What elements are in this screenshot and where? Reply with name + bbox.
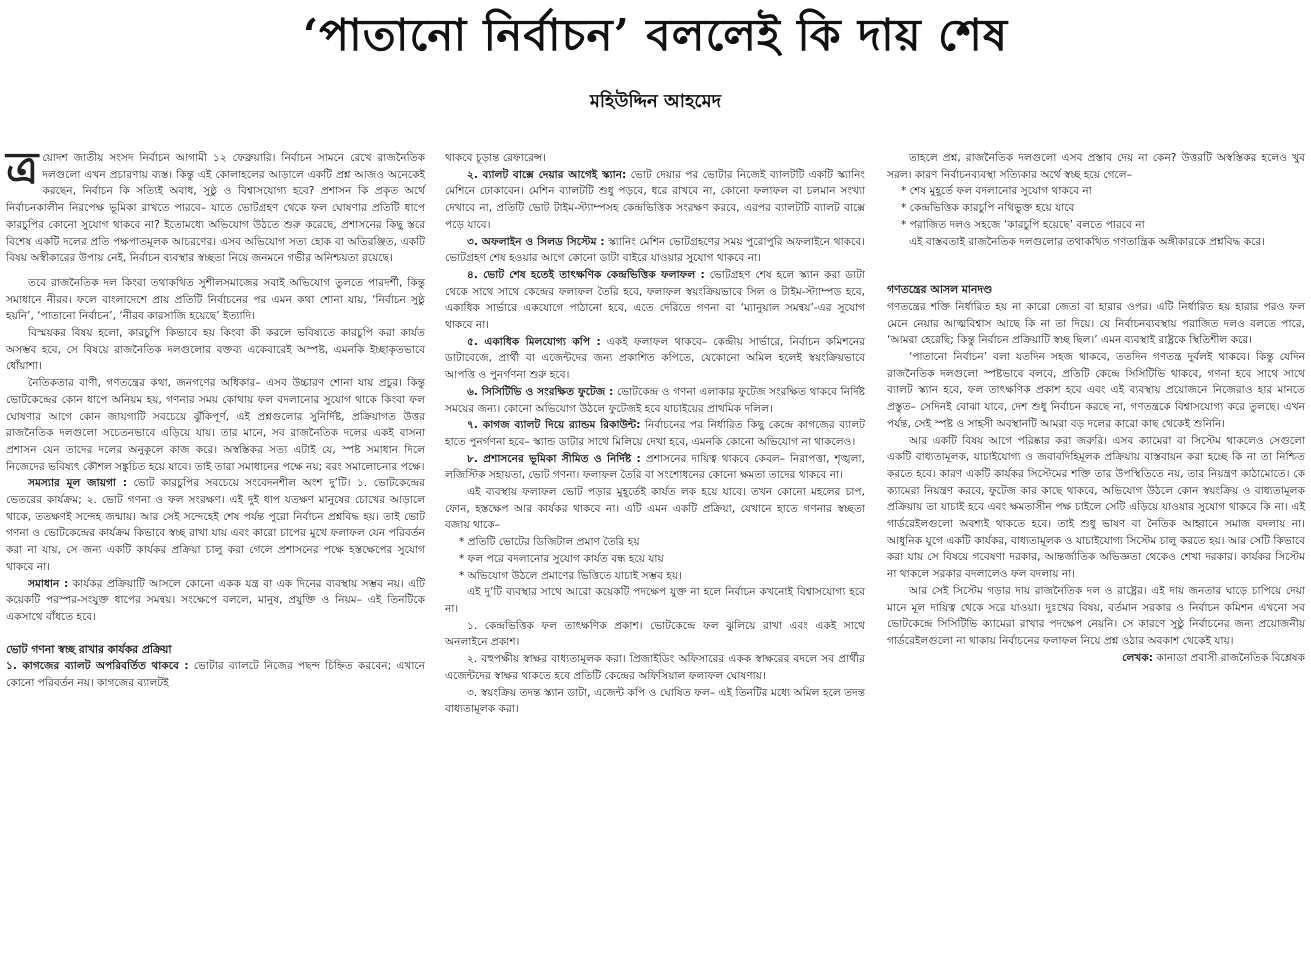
list-item: * অভিযোগ উঠলে প্রমাণের ভিত্তিতে যাচাই সম্ভব হয়। <box>459 568 865 585</box>
author-text: কানাডা প্রবাসী রাজনৈতিক বিশ্লেষক <box>1152 651 1305 664</box>
paragraph: এই দু’টি ব্যবস্থার সাথে আরো কয়েকটি পদক্ষেপ যুক্ত না হলে নির্বাচন কখনোই বিশ্বাসযোগ্য হবে না। <box>445 586 865 615</box>
paragraph: আর সেই সিস্টেম গড়ার দায় রাজনৈতিক দল ও রাষ্ট্রের। এই দায় জনতার ঘাড়ে চাপিয়ে দেয়া মানে মূল দায়িত্ব থেকে সরে যাওয়া। দুঃখের বিষয়, বর্তমান সরকার ও নির্বাচন কমিশন এখনো সব ভোটকেন্দ্রে সিসিটিভি ক্যামেরা রাখার পদক্ষেপ নেয়নি। সে কারণে সুষ্ঠু নির্বাচনের জন্য প্রয়োজনীয় গার্ডরেইলগুলো না থাকায় নির্বাচনের ফলাফল নিয়ে প্রশ্ন ওঠার অবকাশ থেকেই যায়। <box>887 584 1305 647</box>
paragraph-lead: ৩. অফলাইন ও সিলড সিস্টেম : <box>467 235 605 248</box>
paragraph: ত্র য়োদশ জাতীয় সংসদ নির্বাচন আগামী ১২ ফেব্রুয়ারি। নির্বাচন সামনে রেখে রাজনৈতিক দলগুলো এখন প্রচারণায় ব্যস্ত। কিন্তু এই কোলাহলের আড়ালে একটি প্রশ্ন আজও অনেকেই করছেন, নির্বাচন কি সত্যিই অবাধ, সুষ্ঠু ও বিশ্বাসযোগ্য হবে? প্রশাসন কি প্রকৃত অর্থে নির্বাচনকালীন নিরপেক্ষ ভূমিকা রাখতে পারবে– যাতে ভোটগ্রহণ থেকে ফল ঘোষণার প্রতিটি ধাপে কারচুপির কোনো সুযোগ থাকবে না? ইতোমধ্যে অভিযোগ উঠতে শুরু করেছে, প্রশাসনের কিছু স্তরে বিশেষ একটি দলের প্রতি পক্ষপাতমূলক আচরণের। এসব অভিযোগ সত্য হোক বা অতিরঞ্জিত, একটি বিষয় অস্বীকারের উপায় নেই, নির্বাচন ব্যবস্থার স্বচ্ছতা নিয়ে জনমনে গভীর অনিশ্চয়তা রয়েছে। <box>6 143 425 265</box>
paragraph-lead: ৬. সিসিটিভি ও সংরক্ষিত ফুটেজ : <box>467 385 614 398</box>
section-subhead: গণতন্ত্রের আসল মানদণ্ড <box>887 283 993 297</box>
paragraph: ২. ব্যালট বাক্সে দেয়ার আগেই স্ক্যান: ভোট দেয়ার পর ভোটার নিজেই ব্যালটটি একটি স্ক্যানিং মেশিনে ঢোকাবেন। মেশিন ব্যালটটি শুধু পড়বে, ধরে রাখবে না, কোনো ফলাফল বা চলমান সংখ্যা দেখাবে না, প্রতিটি ভোট টাইম-স্ট্যাম্পসহ কেন্দ্রভিত্তিক সংরক্ষণ করবে, এরপর ব্যালটটি ব্যালট বাক্সে পড়ে যাবে। <box>445 168 865 231</box>
article-headline: ‘পাতানো নির্বাচন’ বললেই কি দায় শেষ <box>302 10 1009 61</box>
paragraph: ৮. প্রশাসনের ভূমিকা সীমিত ও নির্দিষ্ট : প্রশাসনের দায়িত্ব থাকবে কেবল– নিরাপত্তা, শৃঙ্খলা, লজিস্টিক সহায়তা, ভোট গণনা। ফলাফল তৈরি বা সংশোধনের কোনো ক্ষমতা তাদের থাকবে না। <box>445 452 865 482</box>
column-1 <box>6 143 426 692</box>
article-byline: মহিউদ্দিন আহমেদ <box>589 91 722 112</box>
drop-cap: ত্র <box>6 143 39 194</box>
column-3 <box>887 150 1305 666</box>
paragraph: ১. কেন্দ্রভিত্তিক ফল তাৎক্ষণিক প্রকাশ। ভোটকেন্দ্রে ফল ঝুলিয়ে রাখা এবং একই সাথে অনলাইনে প্রকাশ। <box>445 619 865 649</box>
paragraph-lead: ৪. ভোট শেষ হতেই তাৎক্ষণিক কেন্দ্রভিত্তিক ফলাফল : <box>467 268 705 281</box>
paragraph: গণতন্ত্রের শক্তি নির্ধারিত হয় না কারো জেতা বা হারার ওপর। এটি নির্ধারিত হয় হারার পরও ফল মেনে নেয়ার আত্মবিশ্বাস আছে কি না তা দিয়ে। যে নির্বাচনব্যবস্থায় পরাজিত দলও বলতে পারে, ‘আমরা হেরেছি; কিন্তু নির্বাচন প্রক্রিয়াটি স্বচ্ছ ছিল।’ এমন ব্যবস্থাই রাষ্ট্রকে স্থিতিশীল করে। <box>887 300 1305 347</box>
paragraph: ৩. অফলাইন ও সিলড সিস্টেম : স্ক্যানিং মেশিন ভোটগ্রহণের সময় পুরোপুরি অফলাইনে থাকবে। ভোটগ্রহণ শেষ হওয়ার আগে কোনো ডাটা বাইরে যাওয়ার সুযোগ থাকবে না। <box>445 235 865 265</box>
paragraph: সমাধান : কার্যকর প্রক্রিয়াটি আসলে কোনো একক যন্ত্র বা এক দিনের ব্যবস্থায় সম্ভব নয়। এটি কয়েকটি পরস্পর-সংযুক্ত ধাপের সমন্বয়। সংক্ষেপে বললে, মানুষ, প্রযুক্তি ও নিয়ম– এই তিনটিকে একসাথে বাঁধতে হবে। <box>6 577 425 623</box>
paragraph: ৬. সিসিটিভি ও সংরক্ষিত ফুটেজ : ভোটকেন্দ্র ও গণনা এলাকার ফুটেজ সংরক্ষিত থাকবে নির্দিষ্ট সময়ের জন্য। কোনো অভিযোগ উঠলে ফুটেজই হবে যাচাইয়ের প্রাথমিক দলিল। <box>445 385 865 415</box>
paragraph: ৫. একাধিক মিলযোগ্য কপি : একই ফলাফল থাকবে– কেন্দ্রীয় সার্ভারে, নির্বাচন কমিশনের ডাটাবেজে, প্রার্থী বা এজেন্টদের জন্য প্রকাশিত কপিতে, যেকোনো অমিল হলেই স্বয়ংক্রিয়ভাবে আপত্তি ও পুনর্গণনা শুরু হবে। <box>445 335 865 382</box>
paragraph: এই বাস্তবতাই রাজনৈতিক দলগুলোর তথাকথিত গণতান্ত্রিক অঙ্গীকারকে প্রশ্নবিদ্ধ করে। <box>909 235 1266 248</box>
column-2 <box>445 150 865 718</box>
paragraph: ৩. স্বয়ংক্রিয় তদন্ত স্ক্যান ডাটা, এজেন্ট কপি ও ঘোষিত ফল– এই তিনটির মধ্যে অমিল হলে তদন্ত বাধ্যতামূলক করা। <box>445 686 865 716</box>
paragraph-lead: সমাধান : <box>28 577 69 590</box>
list-item: * শেষ মুহূর্তে ফল বদলানোর সুযোগ থাকবে না <box>901 183 1305 200</box>
bullet-list <box>887 183 1305 233</box>
paragraph-lead: ৭. কাগজ ব্যালট দিয়ে র‍্যান্ডম রিকাউন্ট: <box>467 419 641 432</box>
list-item: * প্রতিটি ভোটের ডিজিটাল প্রমাণ তৈরি হয় <box>459 534 865 551</box>
paragraph-lead: ২. ব্যালট বাক্সে দেয়ার আগেই স্ক্যান: <box>467 168 627 181</box>
bullet-list <box>445 534 865 584</box>
paragraph: তাহলে প্রশ্ন, রাজনৈতিক দলগুলো এসব প্রস্তাব দেয় না কেন? উত্তরটি অস্বস্তিকর হলেও খুব সরল। কারণ নির্বাচনব্যবস্থা সত্যিকার অর্থে স্বচ্ছ হয়ে গেলে– <box>887 152 1305 181</box>
list-item: * পরাজিত দলও সহজে ‘কারচুপি হয়েছে’ বলতে পারবে না <box>901 217 1305 234</box>
paragraph-lead: ৫. একাধিক মিলযোগ্য কপি : <box>467 335 601 348</box>
author-note <box>887 650 1305 667</box>
paragraph: থাকবে চূড়ান্ত রেফারেন্স। <box>445 152 547 164</box>
list-item: * ফল পরে বদলানোর সুযোগ কার্যত বন্ধ হয়ে যায় <box>459 551 865 568</box>
author-label: লেখক: <box>1122 651 1153 664</box>
paragraph: সমস্যার মূল জায়গা : ভোট কারচুপির সবচেয়ে সংবেদনশীল অংশ দু’টি। ১. ভোটকেন্দ্রের ভেতরের কার্যক্রম; ২. ভোট গণনা ও ফল সংরক্ষণ। এই দুই ধাপ যতক্ষণ মানুষের চোখের আড়ালে থাকে, ততক্ষণই সন্দেহ জন্মায়। আর সেই সন্দেহেই শেষ পর্যন্ত পুরো নির্বাচন প্রশ্নবিদ্ধ হয়। তাই ভোট গণনা ও ভোটকেন্দ্রের কার্যক্রম কিভাবে স্বচ্ছ রাখা যায় এবং কারো চাপের মুখে ফলাফল যেন পরিবর্তন করা না যায়, সে জন্য একটি কার্যকর প্রক্রিয়া চালু করা গেলে প্রশাসনের পক্ষে হস্তক্ষেপের সুযোগ থাকবে না। <box>6 477 426 573</box>
paragraph: এই ব্যবস্থায় ফলাফল ভোট পড়ার মুহূর্তেই কার্যত লক হয়ে যাবে। তখন কোনো মহলের চাপ, ফোন, হস্তক্ষেপ আর কার্যকর থাকবে না। এটি এমন একটি প্রক্রিয়া, যেখানে হাতে গণনার স্বচ্ছতা বজায় থাকে– <box>445 486 865 532</box>
list-item: * কেন্দ্রভিত্তিক কারচুপি নথিভুক্ত হয়ে যাবে <box>901 200 1305 217</box>
paragraph: ৪. ভোট শেষ হতেই তাৎক্ষণিক কেন্দ্রভিত্তিক ফলাফল : ভোটগ্রহণ শেষ হলে স্ক্যান করা ডাটা থেকে সাথে সাথে কেন্দ্রের ফলাফল তৈরি হবে, ফলাফল স্বয়ংক্রিয়ভাবে সিল ও টাইম-স্ট্যাম্পড হবে, একাধিক সার্ভারে একযোগে পাঠানো হবে, এতে দেরিতে গণনা বা ‘ম্যানুয়াল সমন্বয়’-এর সুযোগ থাকবে না। <box>445 268 865 332</box>
paragraph: ৭. কাগজ ব্যালট দিয়ে র‍্যান্ডম রিকাউন্ট: নির্বাচনের পর নির্ধারিত কিছু কেন্দ্রে কাগজের ব্যালট হাতে পুনর্গণনা হবে– স্ক্যান্ড ডাটার সাথে মিলিয়ে দেখা হবে, এমনকি কোনো অভিযোগ না থাকলেও। <box>445 419 865 448</box>
paragraph: নৈতিকতার বাণী, গণতন্ত্রের কথা, জনগণের অধিকার– এসব উচ্চারণ শোনা যায় প্রচুর। কিন্তু ভোটকেন্দ্রের কোন ধাপে অনিয়ম হয়, গণনার সময় কোথায় ফল বদলানোর সুযোগ থাকে কিংবা ফল ঘোষণার আগে কোন জায়গাটি সবচেয়ে ঝুঁকিপূর্ণ, এই প্রশ্নগুলোর সুনির্দিষ্ট, প্রক্রিয়াগত উত্তর রাজনৈতিক দলগুলো সচেতনভাবে এড়িয়ে যায়। তার মানে, সব রাজনৈতিক দলের একই বাসনা প্রশাসন যেন তাদের দলের অনুকূলে কাজ করে। অস্বস্তিকর সত্য এটাই যে, স্পষ্ট সমাধান দিলে নিজেদের ভবিষ্যৎ কৌশল সঙ্কুচিত হয়ে যাবে। তাই তারা সমাধানের পক্ষে নয়; বরং সমালোচনার পক্ষে। <box>6 377 425 473</box>
paragraph-lead: সমস্যার মূল জায়গা : <box>28 477 127 490</box>
paragraph: বিস্ময়কর বিষয় হলো, কারচুপি কিভাবে হয় কিংবা কী করলে ভবিষ্যতে কারচুপি করা কার্যত অসম্ভব হবে, সে বিষয়ে রাজনৈতিক দলগুলোর বক্তব্য একেবারেই অস্পষ্ট, এমনকি ইচ্ছাকৃতভাবে ধোঁয়াশা। <box>6 327 425 373</box>
paragraph-lead: ১. কাগজের ব্যালট অপরিবর্তিত থাকবে : <box>6 660 189 673</box>
paragraph: ‘পাতানো নির্বাচন’ বলা যতদিন সহজ থাকবে, ততদিন গণতন্ত্র দুর্বলই থাকবে। কিন্তু যেদিন রাজনৈতিক দলগুলো স্পষ্টভাবে বলবে, প্রতিটি কেন্দ্রে সিসিটিভি থাকবে, গণনা হবে সাথে সাথে ব্যালট স্ক্যান হবে, ফল তাৎক্ষণিক প্রকাশ হবে এবং এই ব্যবস্থায় প্রয়োজনে নিজেরাও হার মানতে প্রস্তুত– সেদিনই বোঝা যাবে, দেশ শুধু নির্বাচন করছে না, গণতন্ত্রকে বিশ্বাসযোগ্য করে তুলছে। এখন পর্যন্ত, সেই স্পষ্ট ও সাহসী অবস্থানটি আমরা বড় দলের কারো কাছ থেকেই শুনিনি। <box>887 351 1305 430</box>
paragraph: ১. কাগজের ব্যালট অপরিবর্তিত থাকবে : ভোটার ব্যালটে নিজের পছন্দ চিহ্নিত করবেন; এখানে কোনো পরিবর্তন নয়। কাগজের ব্যালটই <box>6 660 425 690</box>
paragraph: তবে রাজনৈতিক দল কিংবা তথাকথিত সুশীলসমাজের সবাই অভিযোগ তুলতে পারদর্শী, কিন্তু সমাধানে নীরব। ফলে বাংলাদেশে প্রায় প্রতিটি নির্বাচনের পর এমন কথা শোনা যায়, ‘নির্বাচন সুষ্ঠু হয়নি’, ‘পাতানো নির্বাচন’, ‘নীরব কারসাজি হয়েছে’ ইত্যাদি। <box>6 276 425 323</box>
paragraph: ২. বহুপক্ষীয় স্বাক্ষর বাধ্যতামূলক করা। প্রিজাইডিং অফিসারের একক স্বাক্ষরের বদলে সব প্রার্থীর এজেন্টদের স্বাক্ষর থাকতে হবে প্রতিটি কেন্দ্রের অফিসিয়াল ফলাফল ঘোষণায়। <box>445 653 865 682</box>
section-subhead: ভোট গণনা স্বচ্ছ রাখার কার্যকর প্রক্রিয়া <box>6 642 172 656</box>
paragraph-lead: ৮. প্রশাসনের ভূমিকা সীমিত ও নির্দিষ্ট : <box>467 452 641 465</box>
paragraph: আর একটি বিষয় আগে পরিষ্কার করা জরুরি। এসব ক্যামেরা বা সিস্টেম থাকলেও সেগুলো একটি বাধ্যতামূলক, যাচাইযোগ্য ও জবাবদিহিমূলক প্রক্রিয়ায় বাস্তবায়ন করা হচ্ছে কি না তা নিশ্চিত করতে হবে। কারণ একটি কার্যকর সিস্টেমের শক্তি তার উপস্থিতিতে নয়, তার নিয়ন্ত্রণ কাঠামোতে। কে ক্যামেরা নিয়ন্ত্রণ করবে, ফুটেজ কার কাছে থাকবে, অভিযোগ উঠলে কোন স্বয়ংক্রিয় ও বাধ্যতামূলক প্রক্রিয়ায় তা যাচাই হবে এবং ক্ষমতাসীন পক্ষ চাইলে সেটি এড়িয়ে যাওয়ার সুযোগ থাকবে কি না। এই গার্ডরেইলগুলো অবশ্যই থাকতে হবে। তাই শুধু ভাষণ বা নৈতিক আহ্বানে সমাজ বদলায় না। আধুনিক যুগে একটি কার্যকর, বাধ্যতামূলক ও যাচাইযোগ্য সিস্টেম চালু করতে হয়। আর সেটি কিভাবে করা যায় সে বিষয়ে গবেষণা দরকার, আন্তর্জাতিক অভিজ্ঞতা থেকেও শেখা দরকার। কার্যকর সিস্টেম না থাকলে সরকার বদলালেও ফল বদলায় না। <box>887 434 1305 581</box>
